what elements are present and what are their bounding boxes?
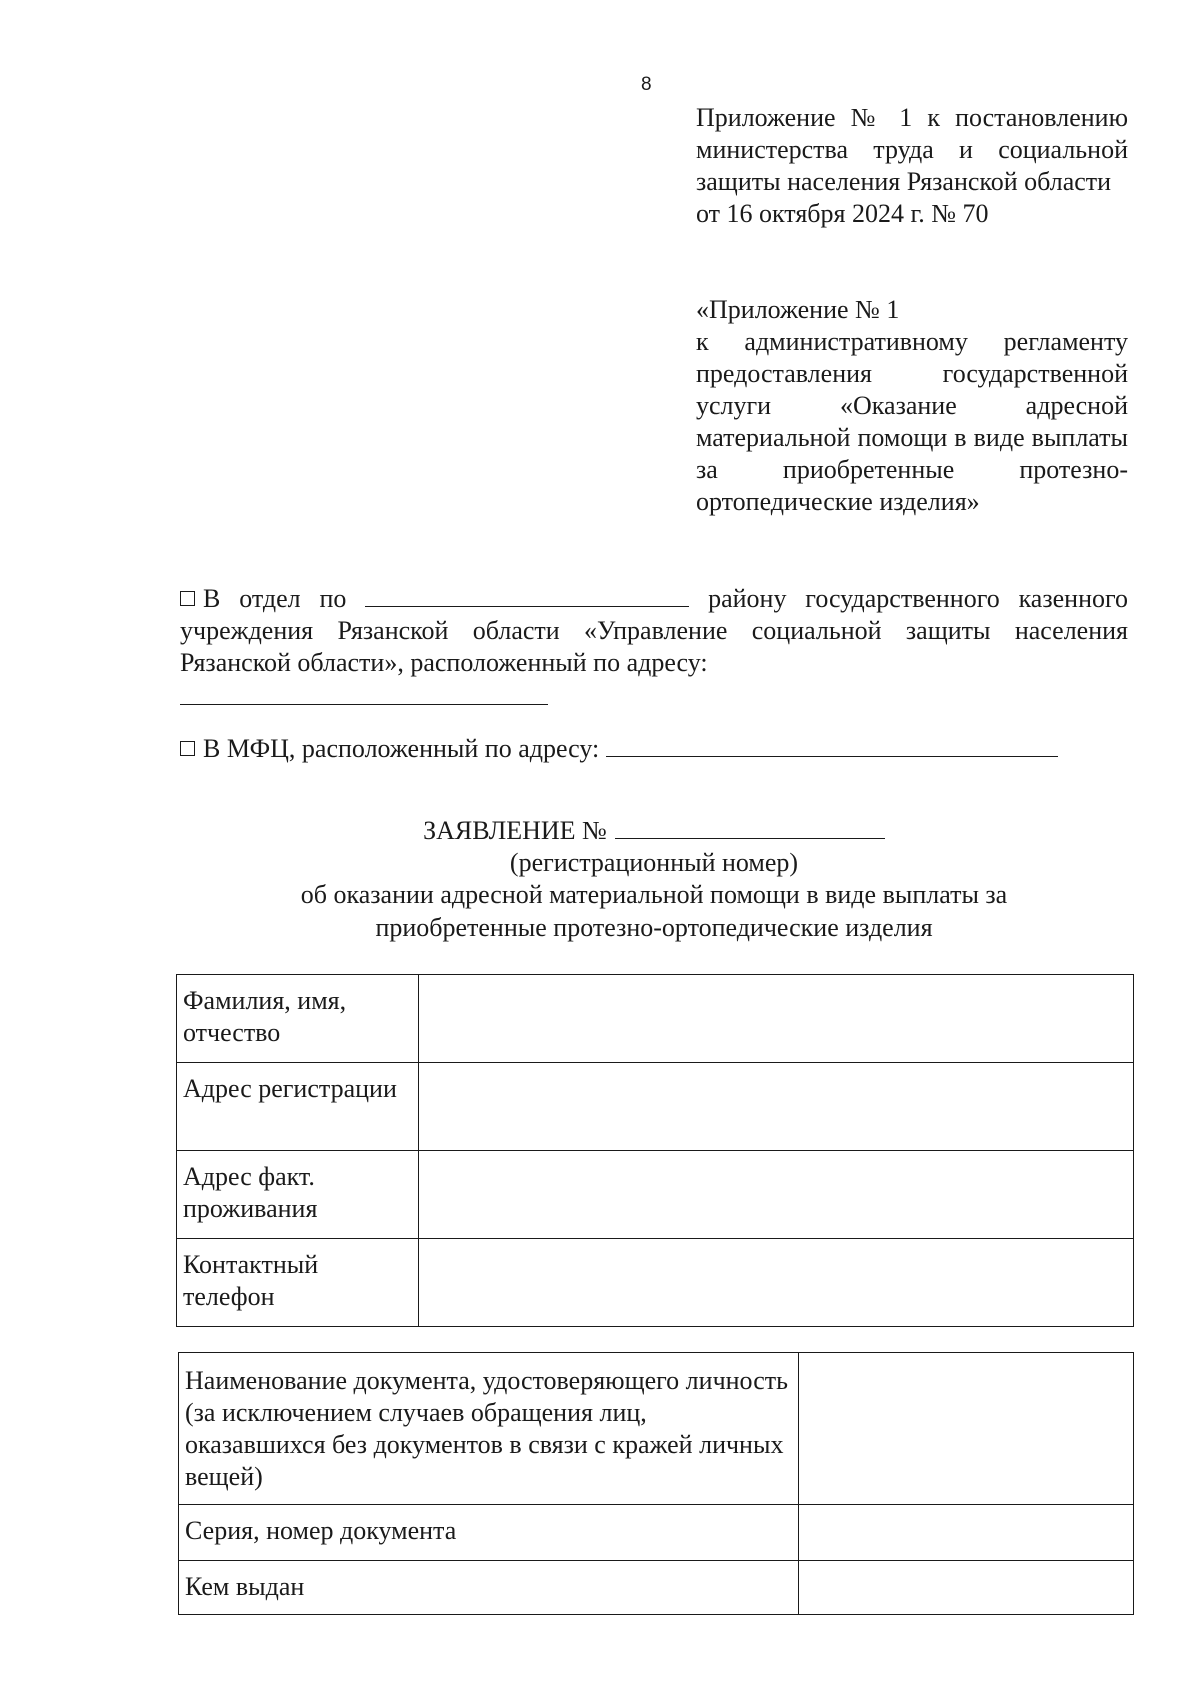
table-row [177,975,1134,1063]
mfc-checkbox[interactable] [180,741,195,756]
department-prefix: В отдел по [203,584,347,613]
identity-document-name-label: Наименование документа, удостоверяющего личность (за исключением случаев обращения лиц, оказавшихся без документов в связи с кражей личных вещей) [179,1353,799,1505]
table-row [177,1239,1134,1327]
identity-document-name-field[interactable] [799,1353,1134,1505]
recipient-mfc-option [180,732,1128,765]
table-row [179,1505,1134,1561]
annex-header [696,102,1128,230]
table-row [179,1353,1134,1505]
document-series-number-label: Серия, номер документа [179,1505,799,1561]
full-name-field[interactable] [419,975,1134,1063]
regulation-annex-text: к административному регламенту предоставления государственной услуги «Оказание адресной материальной помощи в виде выплаты за приобретенные протезно-ортопедические изделия» [696,327,1128,516]
registration-number-blank-field[interactable] [615,812,885,839]
identity-document-table [178,1352,1134,1615]
registration-address-field[interactable] [419,1063,1134,1151]
full-name-label: Фамилия, имя, отчество [177,975,419,1063]
application-title [180,812,1128,847]
regulation-annex-title: «Приложение № 1 [696,295,900,324]
actual-address-field[interactable] [419,1151,1134,1239]
annex-header-date: от 16 октября 2024 г. № 70 [696,199,989,228]
table-row [179,1561,1134,1615]
annex-header-title: Приложение № 1 к постановлению министерства труда и социальной защиты населения Рязанской области [696,103,1128,196]
department-address-blank-field[interactable] [180,704,548,705]
department-checkbox[interactable] [180,591,195,606]
registration-number-hint: (регистрационный номер) [509,848,799,877]
district-blank-field[interactable] [365,582,689,607]
application-heading: ЗАЯВЛЕНИЕ № [423,816,607,845]
registration-address-label: Адрес регистрации [177,1063,419,1151]
table-row [177,1063,1134,1151]
department-suffix: району государственного казенного учреждения Рязанской области «Управление социальной защиты населения Рязанской области», расположенный по адресу: [180,584,1128,677]
actual-address-label: Адрес факт. проживания [177,1151,419,1239]
document-series-number-field[interactable] [799,1505,1134,1561]
page-number: 8 [641,74,652,95]
application-purpose: об оказании адресной материальной помощи в виде выплаты за приобретенные протезно-ортопедические изделия [300,880,1008,942]
contact-phone-field[interactable] [419,1239,1134,1327]
regulation-annex-header [696,294,1128,518]
personal-info-table [176,974,1134,1327]
issued-by-label: Кем выдан [179,1561,799,1615]
recipient-department-option [180,582,1128,679]
mfc-address-blank-field[interactable] [606,732,1058,757]
mfc-label: В МФЦ, расположенный по адресу: [203,734,600,763]
table-row [177,1151,1134,1239]
contact-phone-label: Контактный телефон [177,1239,419,1327]
issued-by-field[interactable] [799,1561,1134,1615]
